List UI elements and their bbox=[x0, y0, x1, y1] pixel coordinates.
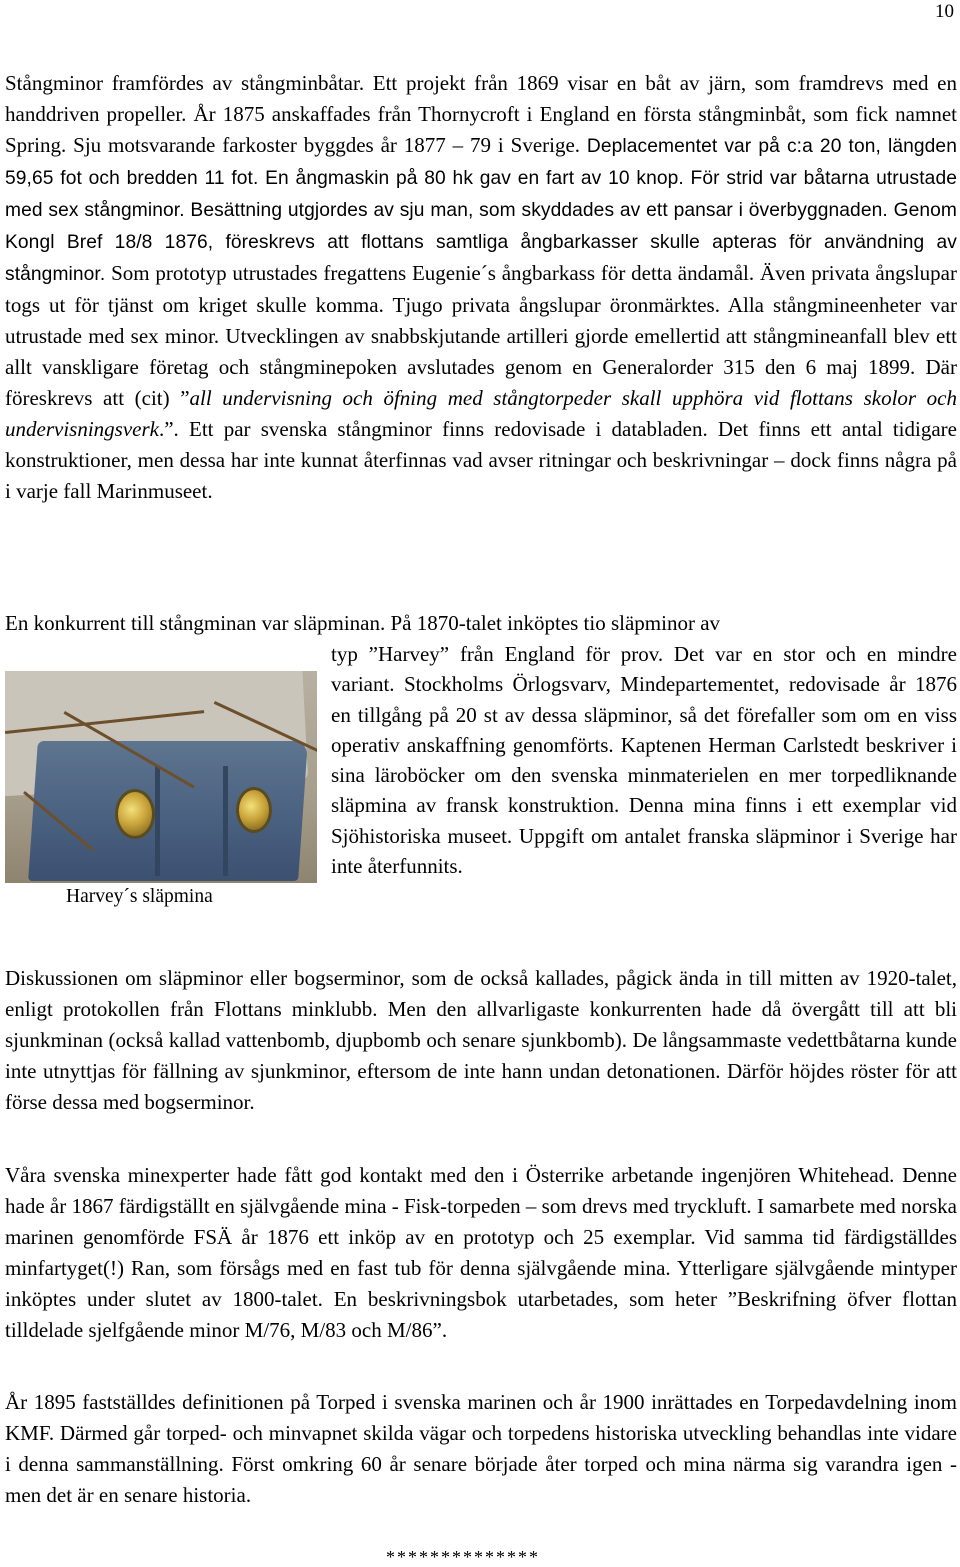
paragraph-text: Som prototyp utrustades fregattens Eugenie´s ångbarkass för detta ändamål. Även privata ångslupar togs ut för tjänst om kriget skulle komma. Tjugo privata ångslupar öronmärktes. Alla stångmineenheter var utrustade med sex minor. Utvecklingen av snabbskjutande artilleri gjorde emellertid att stångmineanfall blev ett allt vanskligare företag och stångminepoken avslutades genom en Generalorder 315 den 6 maj 1899. Där föreskrevs att (cit) ” bbox=[5, 261, 957, 410]
figure-caption: Harvey´s släpmina bbox=[66, 886, 213, 907]
paragraph-harvey: typ ”Harvey” från England för prov. Det var en stor och en mindre variant. Stockholms Örlogsvarv, Mindepartementet, redovisade år 1876 en tillgång på 20 st av dessa släpminor, så det förefaller som om en viss operativ anskaffning genomförts. Kaptenen Herman Carlstedt beskriver i sina läroböcker om den svenska minmaterielen en mer torpedliknande släpmina av fransk konstruktion. Denna mina finns i ett exemplar vid Sjöhistoriska museet. Uppgift om antalet franska släpminor i Sverige har inte återfunnits. bbox=[331, 642, 957, 879]
paragraph-text: .”. Ett par svenska stångminor finns redovisade i databladen. Det finns ett antal tidigare konstruktioner, men dessa har inte kunnat återfinnas vad avser ritningar och beskrivningar – dock finns några på i varje fall Marinmuseet. bbox=[5, 417, 957, 503]
paragraph-text-sans: Deplacementet var på c:a 20 ton, längden 59,65 fot och bredden 11 fot. En ångmaskin på 80 hk gav en fart av 10 knop. För strid var båtarna utrustade med sex stångminor. Besättning utgjordes av sju man, som skyddades av ett pansar i överbyggnaden. Genom Kongl Bref 18/8 1876, föreskrevs att flottans samtliga ångbarkasser skulle apteras för användning av stångminor. bbox=[5, 136, 957, 285]
page-number: 10 bbox=[935, 1, 954, 22]
paragraph-torped: År 1895 fastställdes definitionen på Torped i svenska marinen och år 1900 inrättades en Torpedavdelning inom KMF. Därmed går torped- och minvapnet skilda vägar och torpedens historiska utveckling behandlas inte vidare i denna sammanställning. Först omkring 60 år senare började åter torped och mina närma sig varandra igen - men det är en senare historia. bbox=[5, 1390, 957, 1507]
paragraph-text: Stångminor framfördes av stångminbåtar. Ett projekt från 1869 visar en båt av järn, som framdrevs med en handdriven propeller. År 1875 anskaffades från Thornycroft i England en första stångminbåt, som fick namnet Spring. Sju motsvarande farkoster byggdes år 1877 – 79 i Sverige. bbox=[5, 71, 957, 157]
paragraph-stangminor bbox=[5, 68, 957, 507]
paragraph-slapmina-intro: En konkurrent till stångminan var släpminan. På 1870-talet inköptes tio släpminor av bbox=[5, 611, 721, 635]
quote-text: all undervisning och öfning med stångtorpeder skall upphöra vid flottans skolor och undervisningsverk bbox=[5, 386, 957, 441]
paragraph-whitehead: Våra svenska minexperter hade fått god kontakt med den i Österrike arbetande ingenjören Whitehead. Denne hade år 1867 färdigställt en självgående mina - Fisk-torpeden – som drevs med tryckluft. I samarbete med norska marinen genomförde FSÄ år 1876 ett inköp av en prototyp och 25 exemplar. Vid samma tid färdigställdes minfartyget(!) Ran, som försågs med en fast tub för denna självgående mina. Ytterligare självgående mintyper inköptes under slutet av 1800-talet. En beskrivningsbok utarbetades, som heter ”Beskrifning öfver flottan tilldelade sjelfgående minor M/76, M/83 och M/86”. bbox=[5, 1163, 957, 1342]
paragraph-bogserminor: Diskussionen om släpminor eller bogserminor, som de också kallades, pågick ända in till mitten av 1920-talet, enligt protokollen från Flottans minklubb. Men den allvarligaste konkurrenten hade då övergått till att bli sjunkminan (också kallad vattenbomb, djupbomb och senare sjunkbomb). De långsammaste vedettbåtarna kunde inte utnyttjas för fällning av sjunkminor, eftersom de inte hann undan detonationen. Därför höjdes röster för att förse dessa med bogserminor. bbox=[5, 966, 957, 1114]
harvey-slapmina-photo bbox=[5, 671, 317, 883]
section-separator: ************** bbox=[386, 1547, 540, 1567]
